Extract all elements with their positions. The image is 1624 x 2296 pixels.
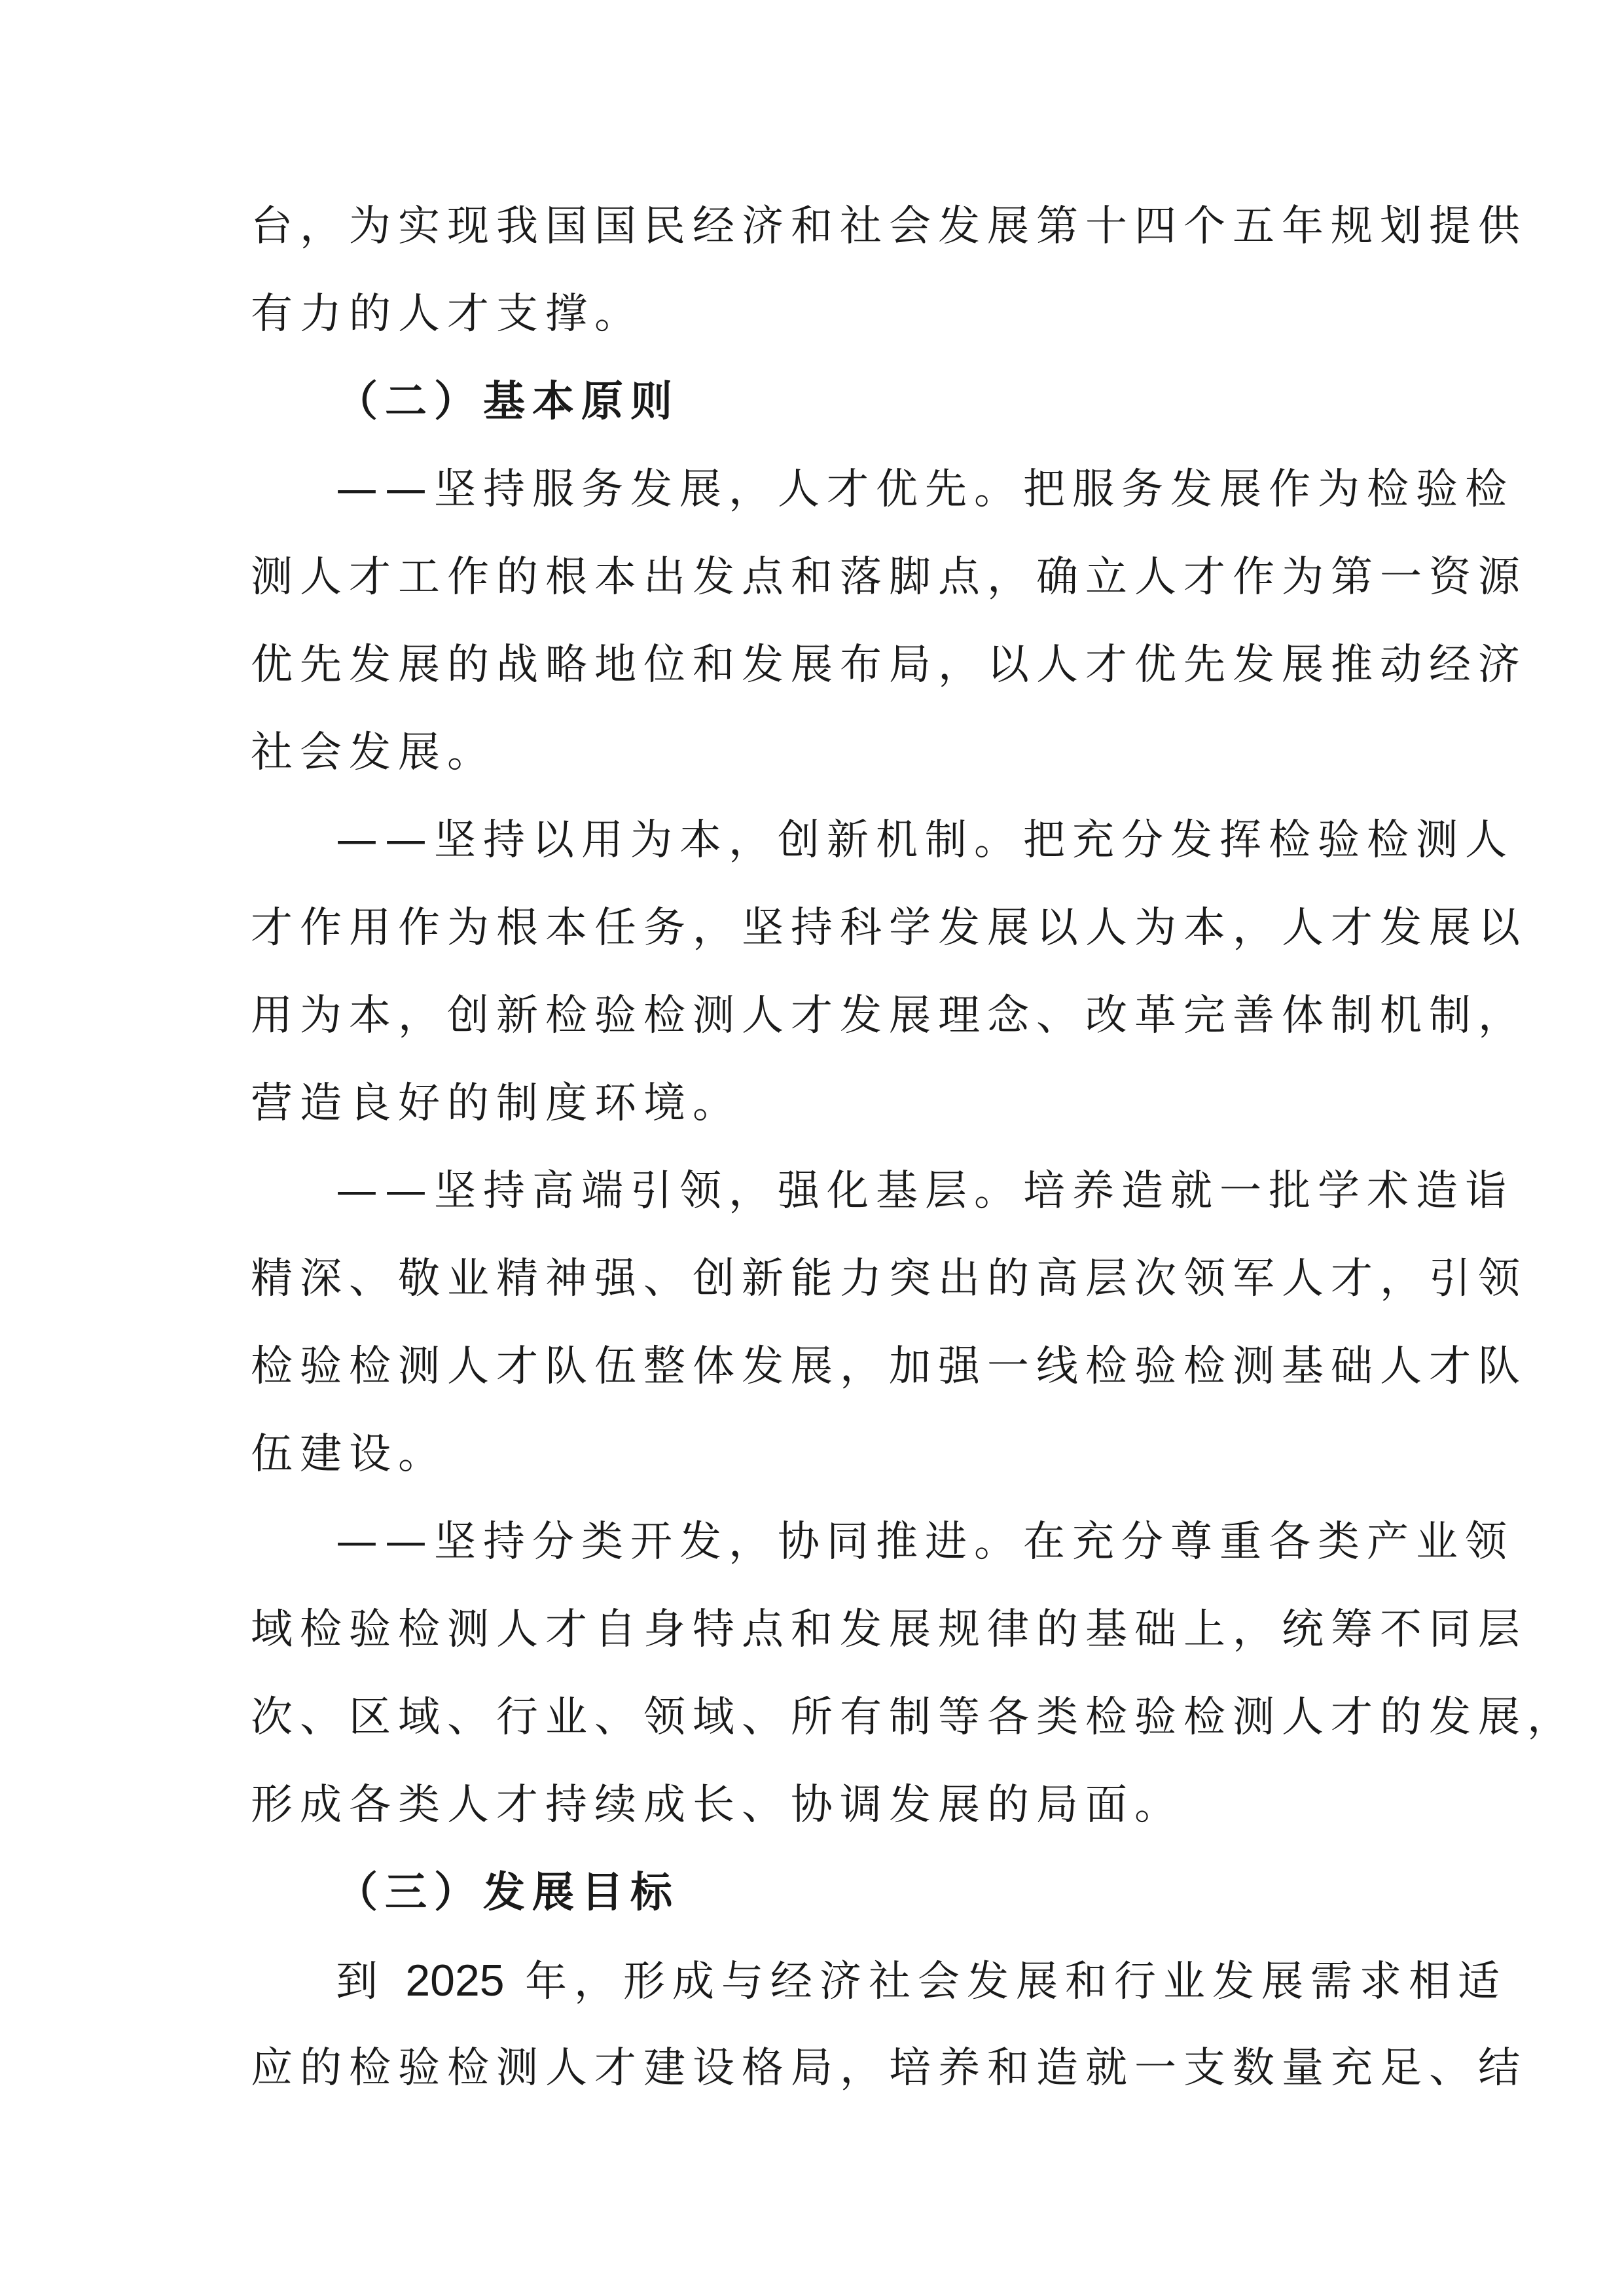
body-text <box>251 183 1576 2112</box>
goal-suffix: 年，形成与经济社会发展和行业发展需求相适 <box>504 1958 1507 2006</box>
text-line: 社会发展。 <box>251 728 496 777</box>
text-line: 营造良好的制度环境。 <box>251 1079 742 1128</box>
text-line: 应的检验检测人才建设格局，培养和造就一支数量充足、结 <box>251 2044 1527 2092</box>
text-line: ——坚持以用为本，创新机制。把充分发挥检验检测人 <box>336 816 1514 865</box>
text-line: 次、区域、行业、领域、所有制等各类检验检测人才的发展， <box>251 1693 1576 1742</box>
text-line: 测人才工作的根本出发点和落脚点，确立人才作为第一资源 <box>251 553 1527 601</box>
goal-prefix: 到 <box>336 1958 406 2006</box>
section-heading-basic-principles: （二）基本原则 <box>336 378 679 426</box>
text-line: 有力的人才支撑。 <box>251 290 643 338</box>
goal-year: 2025 <box>405 1956 505 2005</box>
text-line: 域检验检测人才自身特点和发展规律的基础上，统筹不同层 <box>251 1605 1527 1654</box>
text-line: ——坚持服务发展，人才优先。把服务发展作为检验检 <box>336 465 1514 514</box>
text-line: 台，为实现我国国民经济和社会发展第十四个五年规划提供 <box>251 202 1527 251</box>
text-line: ——坚持分类开发，协同推进。在充分尊重各类产业领 <box>336 1518 1514 1566</box>
text-line: 精深、敬业精神强、创新能力突出的高层次领军人才，引领 <box>251 1255 1527 1303</box>
text-line: 用为本，创新检验检测人才发展理念、改革完善体制机制， <box>251 992 1527 1040</box>
text-line: ——坚持高端引领，强化基层。培养造就一批学术造诣 <box>336 1167 1514 1215</box>
goal-text-line <box>251 1937 1507 2024</box>
text-line: 检验检测人才队伍整体发展，加强一线检验检测基础人才队 <box>251 1342 1527 1391</box>
text-line: 才作用作为根本任务，坚持科学发展以人为本，人才发展以 <box>251 904 1527 952</box>
text-line: 伍建设。 <box>251 1430 447 1479</box>
text-line: 优先发展的战略地位和发展布局，以人才优先发展推动经济 <box>251 641 1527 689</box>
text-line: 形成各类人才持续成长、协调发展的局面。 <box>251 1781 1183 1829</box>
section-heading-development-goals: （三）发展目标 <box>336 1869 679 1917</box>
